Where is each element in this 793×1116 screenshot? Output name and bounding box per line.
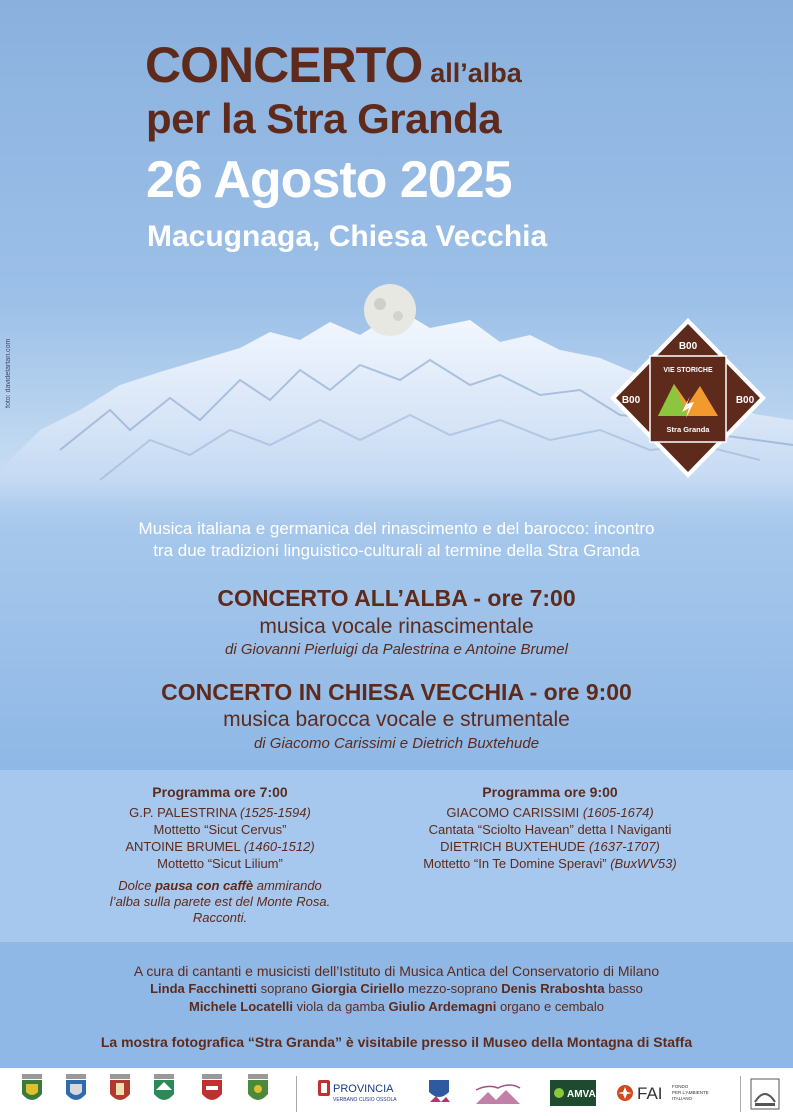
exhibition-note: La mostra fotografica “Stra Granda” è visitabile presso il Museo della Montagna di Staffa [100, 1034, 693, 1050]
title-allalba: all’alba [430, 58, 522, 88]
footer-divider [296, 1076, 297, 1112]
performers: A cura di cantanti e musicisti dell’Istituto di Musica Antica del Conservatorio di Milano Linda Facchinetti soprano Giorgia Ciriello mezzo-soprano Denis Rraboshta basso Michele Locatelli viola da gamba Giulio Ardemagni organo e cembalo [0, 962, 793, 1016]
concert1-subtitle: musica vocale rinascimentale [259, 615, 534, 638]
svg-text:FONDO: FONDO [672, 1084, 689, 1089]
municipality-crest-icon [108, 1074, 132, 1106]
program-9-heading: Programma ore 9:00 [482, 784, 618, 800]
coffee-break-note: Dolce pausa con caffè ammirando l’alba sulla parete est del Monte Rosa. Racconti. [109, 878, 331, 925]
svg-text:FAI: FAI [637, 1084, 663, 1103]
svg-text:ITALIANO: ITALIANO [672, 1096, 693, 1101]
vie-storiche-badge [610, 318, 766, 478]
footer-divider [740, 1076, 741, 1112]
conservatorio-logo-icon [750, 1078, 780, 1110]
title-stra-granda: per la Stra Granda [146, 95, 502, 142]
badge-code-left: B00 [621, 395, 641, 406]
valle-logo-icon [472, 1078, 524, 1108]
municipality-crest-icon [246, 1074, 270, 1106]
svg-text:VERBANO CUSIO OSSOLA: VERBANO CUSIO OSSOLA [333, 1097, 397, 1103]
svg-text:AMVA: AMVA [567, 1089, 596, 1100]
title-concerto: CONCERTO all’alba [145, 37, 522, 93]
badge-vie-storiche: VIE STORICHE [663, 367, 713, 374]
photo-credit: foto: davidetartari.com [5, 338, 12, 408]
municipality-crest-icon [20, 1074, 44, 1106]
program-9: Programma ore 9:00 GIACOMO CARISSIMI (1605-1674) Cantata “Sciolto Havean” detta I Naviganti DIETRICH BUXTEHUDE (1637-1707) Mottetto “In Te Domine Speravi” (BuxWV53) [380, 784, 720, 872]
concert1-title: CONCERTO ALL’ALBA - ore 7:00 [217, 585, 576, 611]
event-place: Macugnaga, Chiesa Vecchia [147, 220, 548, 253]
municipality-crest-icon [64, 1074, 88, 1106]
moon-icon [364, 284, 416, 336]
comune-logo-icon [426, 1078, 452, 1108]
event-date: 26 Agosto 2025 [146, 151, 512, 209]
concert2-composers: di Giacomo Carissimi e Dietrich Buxtehude [253, 735, 540, 752]
performers-header: A cura di cantanti e musicisti dell’Istituto di Musica Antica del Conservatorio di Milano [133, 963, 660, 979]
badge-stra-granda: Stra Granda [666, 425, 710, 434]
svg-text:PER L’AMBIENTE: PER L’AMBIENTE [672, 1090, 709, 1095]
concert2-subtitle: musica barocca vocale e strumentale [223, 708, 570, 731]
badge-code-top: B00 [678, 341, 698, 352]
provincia-vco-logo [318, 1078, 402, 1106]
intro-text: Musica italiana e germanica del rinascimento e del barocco: incontro tra due tradizioni linguistico-culturali al termine della Stra Granda [138, 519, 655, 560]
concert1-composers: di Giovanni Pierluigi da Palestrina e Antoine Brumel [225, 641, 568, 658]
amva-logo [550, 1080, 596, 1106]
municipality-crest-icon [152, 1074, 176, 1106]
municipality-crest-icon [200, 1074, 224, 1106]
svg-text:PROVINCIA: PROVINCIA [333, 1083, 394, 1095]
concert2-title: CONCERTO IN CHIESA VECCHIA - ore 9:00 [161, 679, 632, 705]
fai-logo [616, 1082, 716, 1106]
program-7-heading: Programma ore 7:00 [152, 784, 288, 800]
program-7: Programma ore 7:00 G.P. PALESTRINA (1525-1594) Mottetto “Sicut Cervus” ANTOINE BRUMEL (1460-1512) Mottetto “Sicut Lilium” Dolce pausa con caffè ammirando l’alba sulla parete est del Monte Rosa. Racconti. [80, 784, 360, 926]
badge-code-right: B00 [735, 395, 755, 406]
